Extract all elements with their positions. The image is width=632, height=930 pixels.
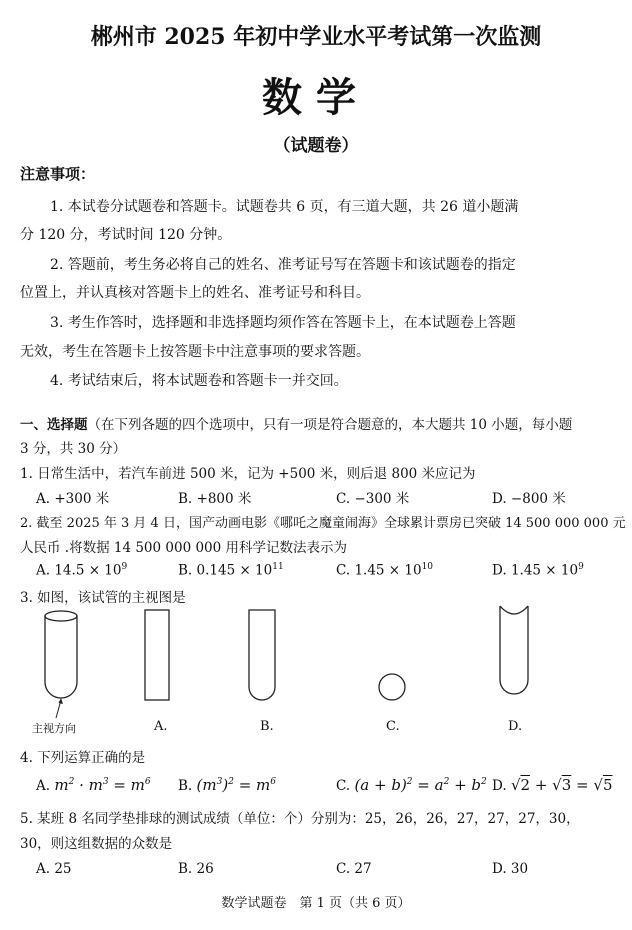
q1-stem: 1. 日常生活中，若汽车前进 500 米，记为 +500 米，则后退 800 米应记为 bbox=[20, 466, 476, 482]
figure-c-circle bbox=[379, 674, 405, 700]
q4-option-a: A. $m^2 \cdot m^3 = m^6$ bbox=[36, 776, 151, 794]
q2-option-a-exp: 9 bbox=[121, 562, 128, 572]
q4-option-d-letter: D. bbox=[492, 778, 507, 794]
notice-line-7: 4. 考试结束后，将本试题卷和答题卡一并交回。 bbox=[50, 373, 348, 389]
q2-option-a bbox=[36, 562, 127, 579]
q2-option-b-exp: 11 bbox=[272, 562, 284, 572]
q2-option-d-base: 1.45 × 10 bbox=[510, 562, 579, 579]
q4-option-c: C. $(a + b)^2 = a^2 + b^2$ bbox=[336, 776, 487, 794]
q2-option-a-letter: A. bbox=[36, 562, 51, 579]
notice-line-1: 1. 本试卷分试题卷和答题卡。试题卷共 6 页，有三道大题，共 26 道小题满 bbox=[50, 199, 519, 215]
q2-stem-2: 人民币 .将数据 14 500 000 000 用科学记数法表示为 bbox=[20, 540, 348, 556]
view-direction-caption: 主视方向 bbox=[32, 722, 76, 735]
q2-option-c-exp: 10 bbox=[421, 562, 434, 572]
q3-label-b: B. bbox=[260, 719, 274, 734]
q3-label-a: A. bbox=[154, 719, 168, 734]
notice-line-6: 无效，考生在答题卡上按答题卡中注意事项的要求答题。 bbox=[20, 344, 370, 360]
q3-label-d: D. bbox=[508, 719, 523, 734]
q1-option-d: D. −800 米 bbox=[492, 491, 566, 507]
notice-line-4: 位置上，并认真核对答题卡上的姓名、准考证号和科目。 bbox=[20, 285, 370, 301]
q2-option-c-letter: C. bbox=[336, 562, 351, 579]
q4-option-c-letter: C. bbox=[336, 778, 351, 794]
q3-figures bbox=[28, 604, 628, 734]
figure-a-rectangle bbox=[145, 610, 169, 700]
section1-heading: 一、选择题 bbox=[20, 417, 88, 433]
q5-stem-2: 30，则这组数据的众数是 bbox=[20, 836, 173, 852]
figure-d-tube bbox=[500, 606, 528, 694]
paper-type: （试题卷） bbox=[273, 136, 359, 156]
q4-option-a-letter: A. bbox=[36, 778, 51, 794]
q2-option-d-letter: D. bbox=[492, 562, 507, 579]
q3-stem: 3. 如图，该试管的主视图是 bbox=[20, 590, 186, 606]
figure-b-u-shape bbox=[249, 610, 275, 700]
q5-option-b: B. 26 bbox=[178, 861, 214, 877]
notice-heading: 注意事项： bbox=[20, 165, 96, 183]
exam-title: 郴州市 2025 年初中学业水平考试第一次监测 bbox=[90, 24, 542, 50]
q4-option-b-letter: B. bbox=[178, 778, 193, 794]
q2-option-b-letter: B. bbox=[178, 562, 193, 579]
q2-option-d bbox=[492, 562, 584, 579]
notice-line-5: 3. 考生作答时，选择题和非选择题均须作答在答题卡上，在本试题卷上答题 bbox=[50, 315, 516, 331]
subject-title: 数学 bbox=[262, 75, 370, 121]
q2-option-c bbox=[336, 562, 433, 579]
q2-option-a-base: 14.5 × 10 bbox=[54, 562, 122, 579]
q5-option-c: C. 27 bbox=[336, 861, 372, 877]
section1-desc: （在下列各题的四个选项中，只有一项是符合题意的，本大题共 10 小题，每小题 bbox=[87, 417, 573, 433]
notice-line-3: 2. 答题前，考生务必将自己的姓名、准考证号写在答题卡和该试题卷的指定 bbox=[50, 257, 516, 273]
q2-option-c-base: 1.45 × 10 bbox=[354, 562, 422, 579]
q4-option-b: B. $(m^3)^2 = m^6$ bbox=[178, 776, 276, 794]
q5-option-d: D. 30 bbox=[492, 861, 529, 877]
notice-line-2: 分 120 分，考试时间 120 分钟。 bbox=[20, 227, 232, 243]
section1-heading-line bbox=[20, 413, 572, 433]
section1-desc-2: 3 分，共 30 分） bbox=[20, 441, 127, 457]
q1-option-b: B. +800 米 bbox=[178, 491, 252, 507]
q4-stem: 4. 下列运算正确的是 bbox=[20, 750, 146, 766]
q1-option-c: C. −300 米 bbox=[336, 491, 410, 507]
test-tube-solid bbox=[45, 611, 77, 718]
q2-stem-1: 2. 截至 2025 年 3 月 4 日，国产动画电影《哪吒之魔童闹海》全球累计票房已突破 14 500 000 000 元 bbox=[20, 516, 626, 531]
q4-option-d: D. √2 + √3 = √5 bbox=[492, 776, 613, 794]
q3-label-c: C. bbox=[386, 719, 400, 734]
q2-option-b-base: 0.145 × 10 bbox=[196, 562, 273, 579]
q5-stem-1: 5. 某班 8 名同学垫排球的测试成绩（单位：个）分别为：25，26，26，27，27，27，30， bbox=[20, 811, 580, 827]
q2-option-d-exp: 9 bbox=[578, 562, 584, 572]
q1-option-a: A. +300 米 bbox=[36, 491, 110, 507]
q2-option-b bbox=[178, 562, 284, 579]
page-footer: 数学试题卷 第 1 页（共 6 页） bbox=[221, 896, 411, 911]
q5-option-a: A. 25 bbox=[36, 861, 72, 877]
